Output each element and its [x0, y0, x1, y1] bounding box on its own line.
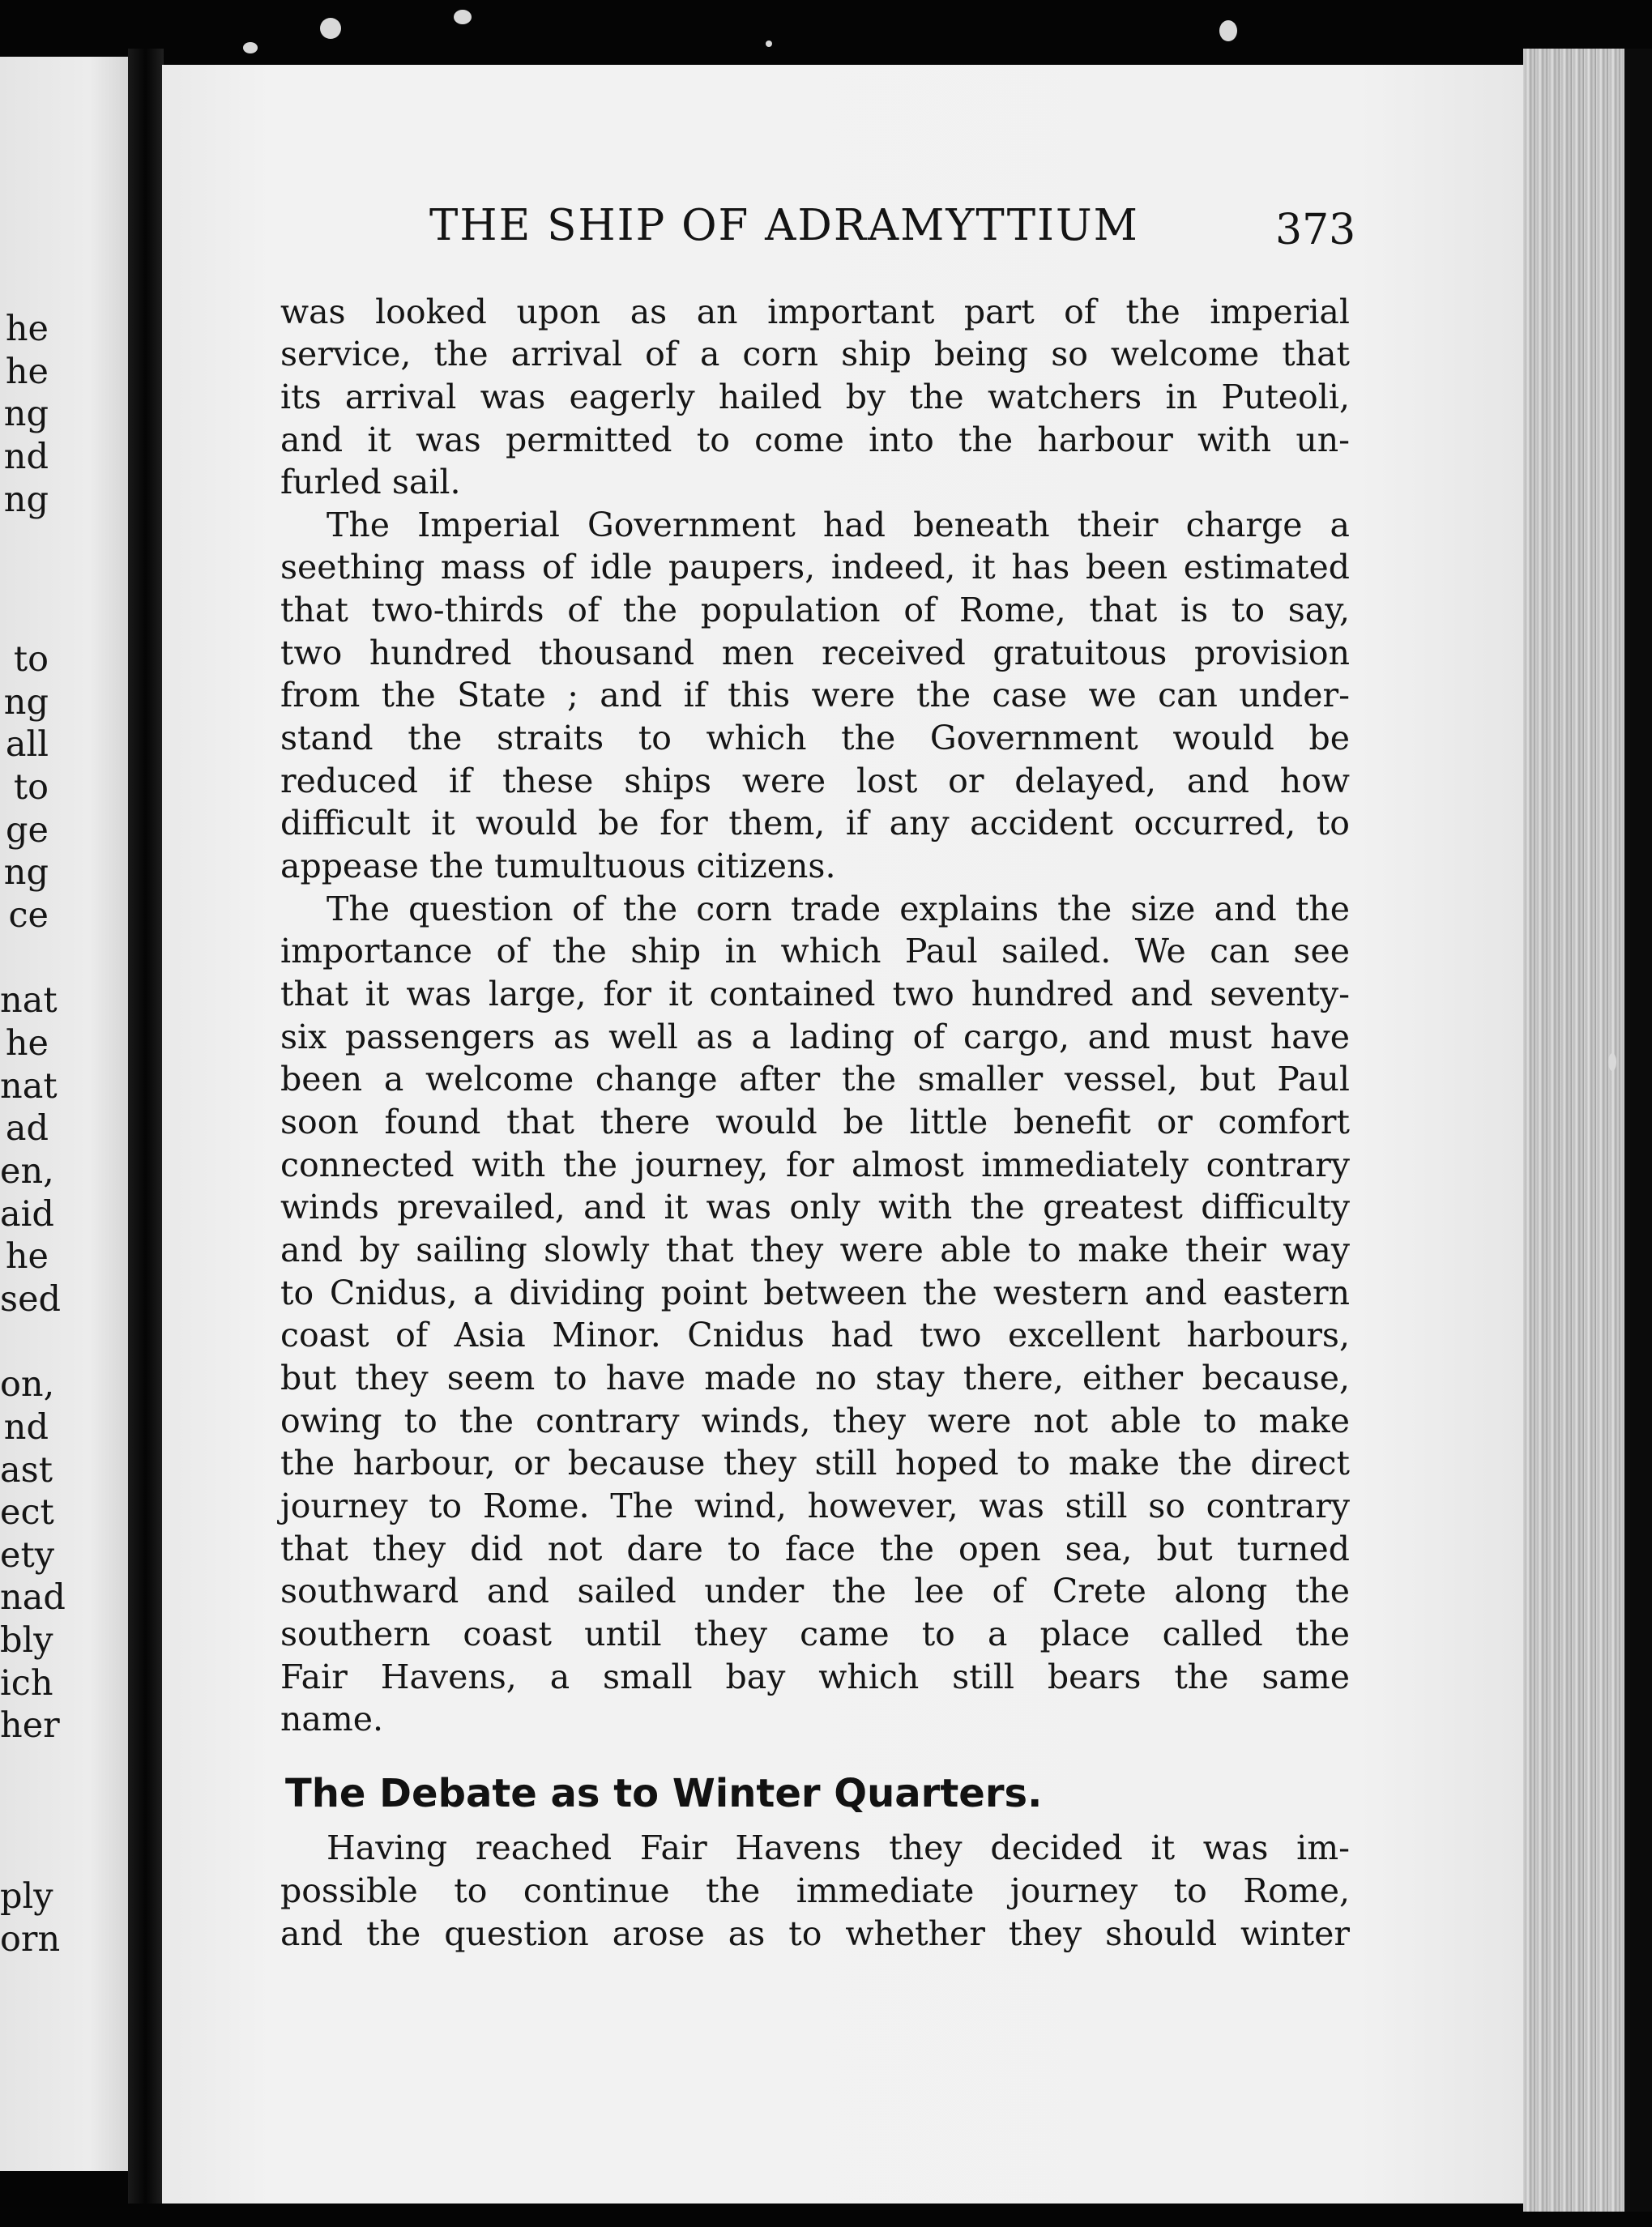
text-line: six passengers as well as a lading of cargo, and must have	[280, 1018, 1350, 1056]
text-line: and the question arose as to whether they should winter	[280, 1914, 1350, 1953]
previous-page-fragment: ich	[0, 1663, 53, 1704]
text-line: owing to the contrary winds, they were not able to make	[280, 1401, 1350, 1440]
text-line: was looked upon as an important part of the imperial	[280, 292, 1350, 331]
text-line: stand the straits to which the Government would be	[280, 719, 1350, 757]
text-line: that they did not dare to face the open sea, but turned	[280, 1529, 1350, 1568]
text-line: to Cnidus, a dividing point between the western and eastern	[280, 1273, 1350, 1312]
text-line: and it was permitted to come into the harbour with un-	[280, 420, 1350, 459]
dust-speck	[243, 42, 258, 53]
text-line: southern coast until they came to a place called the	[280, 1615, 1350, 1653]
previous-page-fragment: he	[5, 352, 49, 392]
previous-page-fragment: ety	[0, 1535, 55, 1576]
previous-page-fragment: orn	[0, 1919, 61, 1960]
previous-page-fragment: ge	[6, 810, 49, 851]
previous-page-fragment: ply	[0, 1876, 53, 1917]
text-line: furled sail.	[280, 463, 461, 501]
previous-page-fragment: to	[13, 767, 49, 808]
text-line: Having reached Fair Havens they decided it was im-	[327, 1828, 1350, 1867]
text-line: winds prevailed, and it was only with the greatest difficulty	[280, 1188, 1350, 1227]
text-line: name.	[280, 1700, 384, 1739]
text-line: soon found that there would be little benefit or comfort	[280, 1103, 1350, 1141]
text-line: importance of the ship in which Paul sailed. We can see	[280, 932, 1350, 971]
previous-page-fragment: ng	[3, 480, 49, 520]
text-line: coast of Asia Minor. Cnidus had two excellent harbours,	[280, 1316, 1350, 1355]
previous-page-fragment: he	[5, 309, 49, 349]
text-line: that it was large, for it contained two hundred and seventy-	[280, 975, 1350, 1013]
previous-page-fragment: nd	[3, 437, 49, 477]
previous-page-fragment: aid	[0, 1194, 54, 1235]
previous-page-fragment: on,	[0, 1364, 55, 1405]
text-line: that two-thirds of the population of Rome, that is to say,	[280, 591, 1350, 629]
text-line: journey to Rome. The wind, however, was still so contrary	[280, 1487, 1350, 1525]
text-line: the harbour, or because they still hoped to make the direct	[280, 1444, 1350, 1483]
text-line: but they seem to have made no stay there, either because,	[280, 1359, 1350, 1397]
previous-page-fragment: ad	[5, 1108, 49, 1149]
previous-page-fragment: her	[0, 1705, 60, 1746]
previous-page-fragment: he	[5, 1236, 49, 1277]
text-line: The Imperial Government had beneath their charge a	[327, 506, 1350, 544]
previous-page-fragment: en,	[0, 1151, 54, 1192]
dust-speck	[1608, 1053, 1616, 1071]
previous-page-fragment: nat	[0, 1066, 58, 1107]
previous-page-fragment: nd	[3, 1407, 49, 1448]
dust-speck	[1219, 20, 1237, 41]
text-line: service, the arrival of a corn ship being so welcome that	[280, 335, 1350, 373]
text-line: Fair Havens, a small bay which still bears the same	[280, 1657, 1350, 1696]
text-line: from the State ; and if this were the case we can under-	[280, 676, 1350, 715]
text-line: two hundred thousand men received gratuitous provision	[280, 634, 1350, 672]
dust-speck	[454, 10, 472, 24]
text-line: The question of the corn trade explains the size and the	[327, 890, 1350, 928]
dust-speck	[766, 41, 772, 47]
previous-page-fragment: he	[5, 1023, 49, 1064]
section-heading: The Debate as to Winter Quarters.	[285, 1771, 1043, 1816]
text-line: seething mass of idle paupers, indeed, it has been estimated	[280, 548, 1350, 587]
scan-border-right	[1624, 49, 1652, 2212]
dust-speck	[320, 18, 341, 39]
previous-page-fragment: ast	[0, 1450, 53, 1491]
previous-page-fragment: all	[5, 724, 49, 765]
text-line: connected with the journey, for almost immediately contrary	[280, 1145, 1350, 1184]
text-line: southward and sailed under the lee of Crete along the	[280, 1572, 1350, 1611]
page-number: 373	[1275, 206, 1356, 254]
previous-page-fragment: ect	[0, 1492, 54, 1533]
previous-page-fragment: nat	[0, 980, 58, 1021]
previous-page-fragment: ng	[3, 852, 49, 893]
previous-page-fragment: to	[13, 639, 49, 680]
text-line: difficult it would be for them, if any accident occurred, to	[280, 804, 1350, 843]
running-head: THE SHIP OF ADRAMYTTIUM	[429, 201, 1139, 250]
previous-page-fragment: bly	[0, 1620, 53, 1661]
previous-page-fragment: nad	[0, 1577, 66, 1618]
previous-page-text	[0, 0, 128, 2227]
previous-page-fragment: ng	[3, 682, 49, 723]
text-line: appease the tumultuous citizens.	[280, 847, 836, 885]
previous-page-fragment: ng	[3, 394, 49, 434]
text-line: its arrival was eagerly hailed by the watchers in Puteoli,	[280, 378, 1350, 416]
book-gutter	[128, 49, 164, 2204]
text-line: possible to continue the immediate journey to Rome,	[280, 1871, 1350, 1910]
text-line: reduced if these ships were lost or delayed, and how	[280, 762, 1350, 800]
page-block-edges	[1523, 49, 1633, 2212]
text-line: and by sailing slowly that they were able to make their way	[280, 1231, 1350, 1269]
previous-page-fragment: sed	[0, 1279, 62, 1320]
previous-page-fragment: ce	[8, 895, 49, 936]
text-line: been a welcome change after the smaller vessel, but Paul	[280, 1060, 1350, 1099]
